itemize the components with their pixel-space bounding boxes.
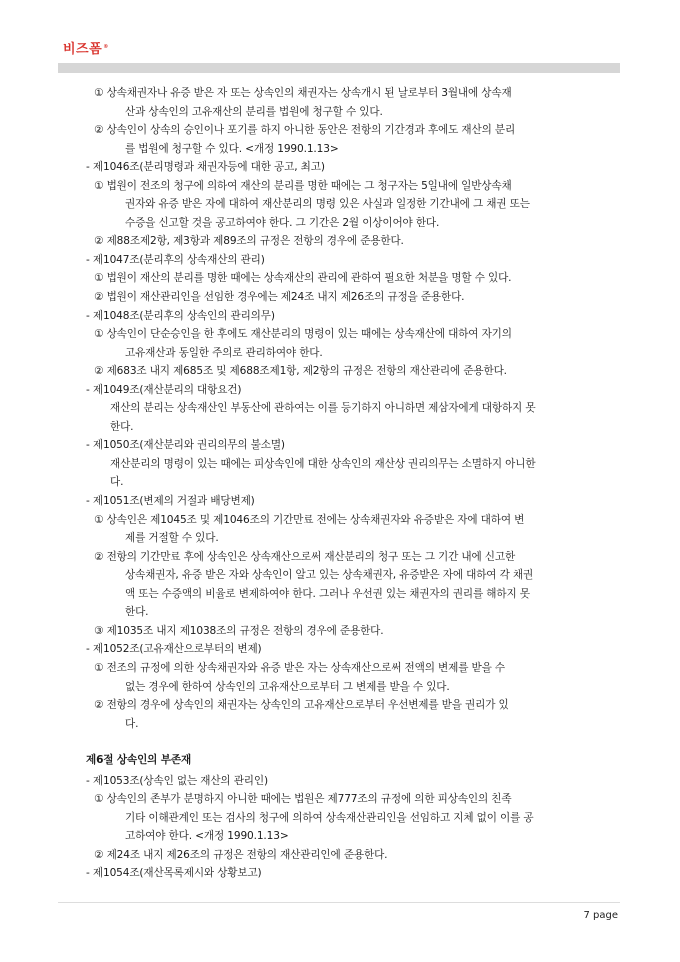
clause-continuation: 한다. xyxy=(110,420,134,433)
logo-text: 비즈폼 xyxy=(63,42,103,57)
article-heading: - 제1050조(재산분리와 권리의무의 불소멸) xyxy=(86,439,285,452)
clause-item: ② 전항의 기간만료 후에 상속인은 상속재산으로써 재산분리의 청구 또는 그 기간 내에 신고한 xyxy=(94,550,516,563)
clause-continuation: 상속채권자, 유증 받은 자와 상속인이 알고 있는 상속채권자, 유증받은 자에 대하여 각 채권 xyxy=(125,569,534,582)
page-number: 7 page xyxy=(583,910,618,921)
article-heading: - 제1047조(분리후의 상속재산의 관리) xyxy=(86,253,265,266)
clause-continuation: 고유재산과 동일한 주의로 관리하여야 한다. xyxy=(125,346,323,359)
clause-item: ① 상속인이 단순승인을 한 후에도 재산분리의 명령이 있는 때에는 상속재산에 대하여 자기의 xyxy=(94,328,512,341)
clause-item: ① 전조의 규정에 의한 상속채권자와 유증 받은 자는 상속재산으로써 전액의 변제를 받을 수 xyxy=(94,661,505,674)
clause-item: ① 상속채권자나 유증 받은 자 또는 상속인의 채권자는 상속개시 된 날로부터 3월내에 상속재 xyxy=(94,87,512,99)
article-heading: - 제1054조(재산목록제시와 상황보고) xyxy=(86,867,262,880)
bizform-logo xyxy=(63,38,109,57)
article-heading: - 제1051조(변제의 거절과 배당변제) xyxy=(86,495,255,508)
clause-continuation: 재산분리의 명령이 있는 때에는 피상속인에 대한 상속인의 재산상 권리의무는 소멸하지 아니한 xyxy=(110,457,536,470)
clause-continuation: 없는 경우에 한하여 상속인의 고유재산으로부터 그 변제를 받을 수 있다. xyxy=(125,680,450,693)
clause-item: ② 법원이 재산관리인을 선임한 경우에는 제24조 내지 제26조의 규정을 준용한다. xyxy=(94,291,465,304)
clause-continuation: 다. xyxy=(110,476,124,489)
document-body xyxy=(0,84,680,883)
clause-continuation: 산과 상속인의 고유재산의 분리를 법원에 청구할 수 있다. xyxy=(125,105,383,118)
clause-continuation: 재산의 분리는 상속재산인 부동산에 관하여는 이를 등기하지 아니하면 제삼자에게 대항하지 못 xyxy=(110,402,536,415)
clause-continuation: 액 또는 수증액의 비율로 변제하여야 한다. 그러나 우선권 있는 채권자의 권리를 해하지 못 xyxy=(125,587,530,600)
clause-item: ① 법원이 전조의 청구에 의하여 재산의 분리를 명한 때에는 그 청구자는 5일내에 일반상속채 xyxy=(94,179,512,192)
registered-mark: ® xyxy=(103,43,109,50)
clause-item: ② 제88조제2항, 제3항과 제89조의 규정은 전항의 경우에 준용한다. xyxy=(94,235,404,248)
clause-item: ① 법원이 재산의 분리를 명한 때에는 상속재산의 관리에 관하여 필요한 처분을 명할 수 있다. xyxy=(94,272,512,285)
clause-continuation: 수증을 신고할 것을 공고하여야 한다. 그 기간은 2월 이상이어야 한다. xyxy=(125,216,440,229)
clause-continuation: 다. xyxy=(125,717,139,730)
clause-item: ② 전항의 경우에 상속인의 채권자는 상속인의 고유재산으로부터 우선변제를 받을 권리가 있 xyxy=(94,699,509,712)
clause-continuation: 를 법원에 청구할 수 있다. <개정 1990.1.13> xyxy=(125,142,339,155)
footer-divider xyxy=(58,902,620,903)
clause-item: ① 상속인의 존부가 분명하지 아니한 때에는 법원은 제777조의 규정에 의한 피상속인의 친족 xyxy=(94,793,512,806)
clause-item: ① 상속인은 제1045조 및 제1046조의 기간만료 전에는 상속채권자와 유증받은 자에 대하여 변 xyxy=(94,513,525,526)
clause-continuation: 고하여야 한다. <개정 1990.1.13> xyxy=(125,830,289,843)
clause-continuation: 권자와 유증 받은 자에 대하여 재산분리의 명령 있은 사실과 일정한 기간내에 그 채권 또는 xyxy=(125,198,530,211)
header-bar xyxy=(58,63,620,73)
article-heading: - 제1053조(상속인 없는 재산의 관리인) xyxy=(86,774,268,787)
clause-continuation: 제를 거절할 수 있다. xyxy=(125,532,219,545)
clause-item: ② 제24조 내지 제26조의 규정은 전항의 재산관리인에 준용한다. xyxy=(94,848,388,861)
clause-item: ② 제683조 내지 제685조 및 제688조제1항, 제2항의 규정은 전항의 재산관리에 준용한다. xyxy=(94,365,507,378)
article-heading: - 제1046조(분리명령과 채권자등에 대한 공고, 최고) xyxy=(86,161,325,174)
article-heading: - 제1052조(고유재산으로부터의 변제) xyxy=(86,643,262,656)
article-heading: - 제1048조(분리후의 상속인의 관리의무) xyxy=(86,309,275,322)
section-heading: 제6절 상속인의 부존재 xyxy=(86,754,192,767)
clause-item: ② 상속인이 상속의 승인이나 포기를 하지 아니한 동안은 전항의 기간경과 후에도 재산의 분리 xyxy=(94,124,516,137)
article-heading: - 제1049조(재산분리의 대항요건) xyxy=(86,383,242,396)
clause-continuation: 기타 이해관계인 또는 검사의 청구에 의하여 상속재산관리인을 선임하고 지체 없이 이를 공 xyxy=(125,811,534,824)
clause-item: ③ 제1035조 내지 제1038조의 규정은 전항의 경우에 준용한다. xyxy=(94,624,384,637)
clause-continuation: 한다. xyxy=(125,606,149,619)
